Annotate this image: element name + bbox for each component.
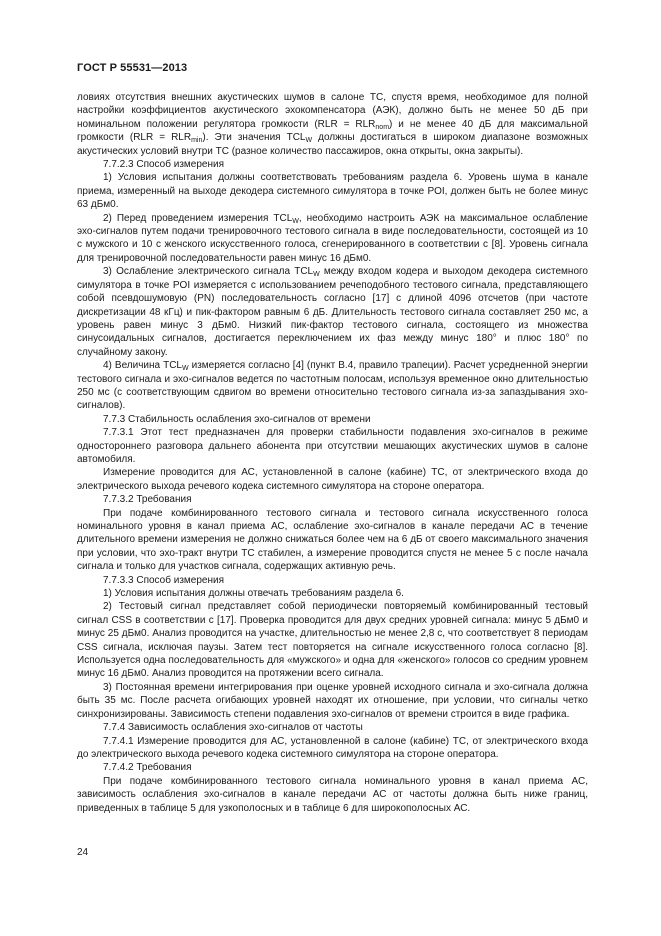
paragraph: 2) Тестовый сигнал представляет собой периодически повторяемый комбинированный тестовый сигнал CSS в соответствии с [17]. Проверка проводится для двух средних уровней сигнала: минус 5 дБм0 и минус 25 дБм0. Анализ проводится на участке, длительностью не менее 2,8 с, что соответствует 8 периодам CSS сигнала, исключая паузы. Затем тест повторяется на сигнале искусственного голоса согласно [8]. Используется одна последовательность для «мужского» и одна для «женского» голосов со средним уровнем минус 16 дБм0. Анализ проводится на протяжении всего сигнала. (77, 601, 588, 680)
section-heading: 7.7.4 Зависимость ослабления эхо-сигналов от частоты (103, 722, 363, 734)
paragraph: 1) Условия испытания должны соответствовать требованиям раздела 6. Уровень шума в канале приема, измеренный на выходе декодера системного симулятора в точке POI, должен быть не более минус 63 дБм0. (77, 172, 588, 211)
paragraph: При подаче комбинированного тестового сигнала номинального уровня в канал приема АС, зависимость ослабления эхо-сигналов в канале передачи АС от частоты должна быть ниже границ, приведенных в таблице 5 для узкополосных и в таблице 6 для широкополосных АС. (77, 775, 588, 814)
paragraph: 3) Ослабление электрического сигнала $TCL_W$ между входом кодера и выходом декодера системного симулятора в точке POI измеряется с использованием речеподобного тестового сигнала, представляющего собой псевдошумовую (PN) последовательность согласно [17] с длиной 4096 отсчетов (при частоте дискретизации 48 кГц) и пик-фактором равным 6 дБ. Длительность тестового сигнала составляет 250 мс, а уровень равен минус 3 дБм0. Низкий пик-фактор тестового сигнала, состоящего из множества синусоидальных сигналов, достигается переключением их фаз между минус 180° и плюс 180° по случайному закону. (77, 266, 588, 358)
section-heading: 7.7.4.2 Требования (103, 762, 192, 774)
section-heading: 7.7.3.3 Способ измерения (103, 574, 224, 586)
paragraph: ловиях отсутствия внешних акустических шумов в салоне ТС, спустя время, необходимое для полной настройки коэффициентов акустического эхокомпенсатора (АЭК), должно быть не менее 50 дБ при номинальном положении регулятора громкости $(RLR = RLR_{nom})$ и не менее 40 дБ для максимальной громкости $(RLR = RLR_{min})$. Эти значения $TCL_W$ должны достигаться в широком диапазоне возможных акустических условий внутри ТС (разное количество пассажиров, окна открыты, окна закрыты). (77, 92, 589, 157)
paragraph: 4) Величина $TCL_W$ измеряется согласно [4] (пункт B.4, правило трапеции). Расчет усредненной энергии тестового сигнала и эхо-сигналов ведется по частотным полосам, используя временное окно длительностью 250 мс (с соответствующим сдвигом во времени относительно тестового сигнала из-за запаздывания эхо-сигналов). (77, 360, 588, 412)
paragraph: 2) Перед проведением измерения $TCL_W$, необходимо настроить АЭК на максимальное ослабление эхо-сигналов путем подачи тренировочного тестового сигнала в виде последовательности, состоящей из 10 с мужского и 10 с женского искусственного голоса, сгенерированного в соответствии с [8]. Уровень сигнала для тренировочной последовательности равен минус 16 дБм0. (77, 212, 588, 264)
page-body (77, 91, 588, 815)
paragraph: 7.7.3.1 Этот тест предназначен для проверки стабильности подавления эхо-сигналов в режиме одностороннего разговора дальнего абонента при отсутствии мешающих акустических шумов в салоне автомобиля. (77, 427, 588, 465)
section-heading: 7.7.2.3 Способ измерения (103, 159, 224, 171)
paragraph: 1) Условия испытания должны отвечать требованиям раздела 6. (103, 588, 404, 600)
page-number: 24 (77, 847, 89, 858)
paragraph: Измерение проводится для АС, установленной в салоне (кабине) ТС, от электрического входа до электрического выхода речевого кодека системного симулятора на стороне оператора. (77, 467, 588, 492)
paragraph: При подаче комбинированного тестового сигнала и тестового сигнала искусственного голоса номинального уровня в канал приема АС, ослабление эхо-сигналов в канале передачи АС в течение длительного времени измерения не должно снижаться более чем на 6 дБ от своего максимального значения при условии, что эхо-тракт внутри ТС стабилен, а измерение проводится спустя не менее 5 с после начала сигнала и только для участков сигнала, содержащих активную речь. (77, 507, 588, 573)
document-header: ГОСТ Р 55531—2013 (77, 62, 188, 74)
section-heading: 7.7.3.2 Требования (103, 494, 192, 506)
paragraph: 3) Постоянная времени интегрирования при оценке уровней исходного сигнала и эхо-сигнала должна быть 35 мс. После расчета огибающих уровней находят их отношение, при условии, что сигналы четко синхронизированы. Зависимость степени подавления эхо-сигналов от времени строится в виде графика. (77, 681, 588, 720)
paragraph: 7.7.4.1 Измерение проводится для АС, установленной в салоне (кабине) ТС, от электрического входа до электрического выхода речевого кодека системного симулятора на стороне оператора. (77, 735, 588, 760)
section-heading: 7.7.3 Стабильность ослабления эхо-сигналов от времени (103, 413, 371, 425)
